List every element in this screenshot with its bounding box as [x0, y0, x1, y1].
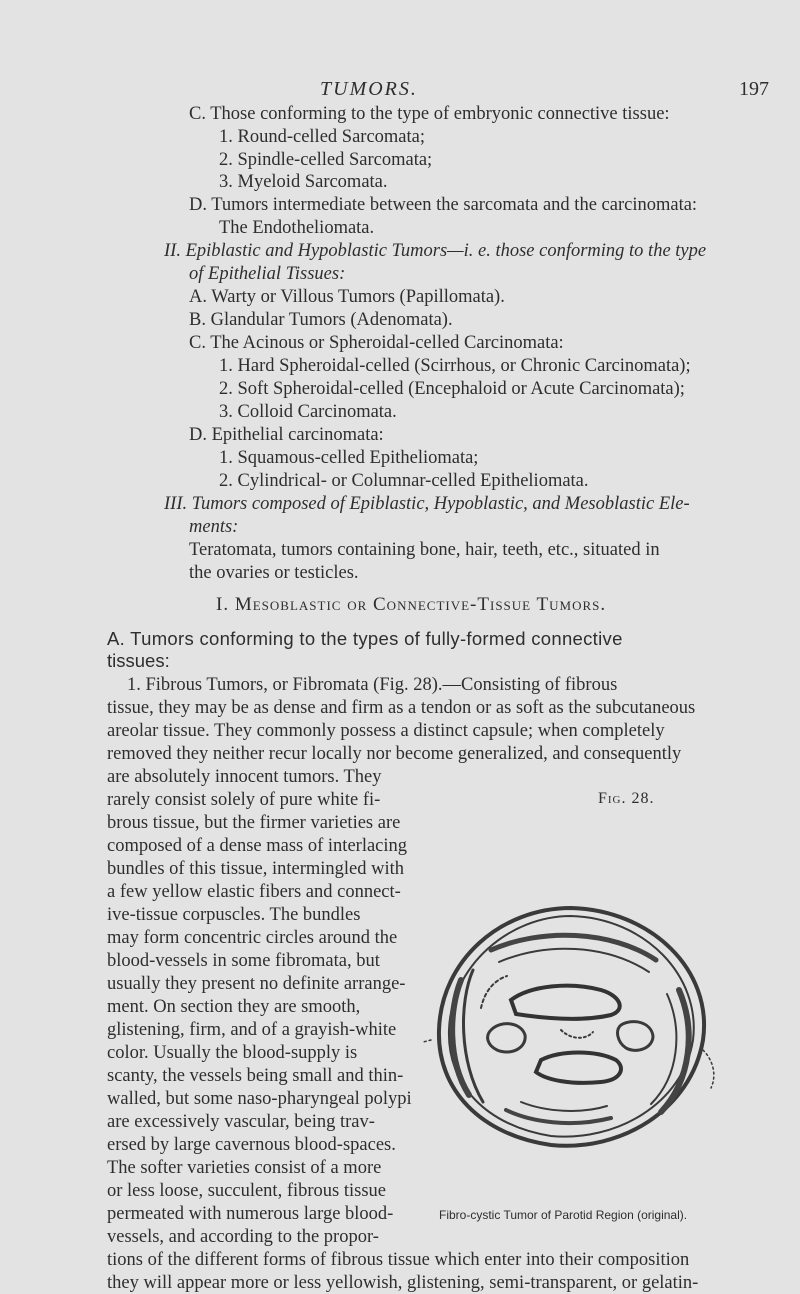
- figure-label: Fig. 28.: [598, 790, 655, 807]
- paragraph-line: usually they present no definite arrange-: [107, 974, 406, 994]
- outline-line: 1. Squamous-celled Epitheliomata;: [219, 448, 479, 468]
- paragraph-line: composed of a dense mass of interlacing: [107, 836, 408, 856]
- outline-heading: III. Tumors composed of Epiblastic, Hypoblastic, and Mesoblastic Ele-: [164, 494, 690, 514]
- outline-line: The Endotheliomata.: [219, 218, 375, 238]
- outline-line: A. Warty or Villous Tumors (Papillomata).: [189, 287, 505, 307]
- outline-line: 2. Cylindrical- or Columnar-celled Epitheliomata.: [219, 471, 589, 491]
- outline-heading: ments:: [189, 517, 239, 537]
- paragraph-line: tions of the different forms of fibrous tissue which enter into their composition: [107, 1250, 690, 1270]
- outline-line: 2. Spindle-celled Sarcomata;: [219, 150, 433, 170]
- paragraph-line: ive-tissue corpuscles. The bundles: [107, 905, 361, 925]
- outline-line: 3. Colloid Carcinomata.: [219, 402, 397, 422]
- outline-line: the ovaries or testicles.: [189, 563, 359, 583]
- paragraph-line: areolar tissue. They commonly possess a distinct capsule; when completely: [107, 721, 665, 741]
- outline-line: B. Glandular Tumors (Adenomata).: [189, 310, 453, 330]
- paragraph-line: brous tissue, but the firmer varieties are: [107, 813, 401, 833]
- page-number: 197: [739, 78, 769, 100]
- paragraph-line: walled, but some naso-pharyngeal polypi: [107, 1089, 412, 1109]
- running-head: TUMORS.: [320, 78, 418, 100]
- tumor-illustration: [421, 890, 721, 1158]
- outline-line: D. Epithelial carcinomata:: [189, 425, 384, 445]
- outline-line: 1. Round-celled Sarcomata;: [219, 127, 426, 147]
- paragraph-line: ment. On section they are smooth,: [107, 997, 361, 1017]
- subheading: A. Tumors conforming to the types of fully-formed connective: [107, 628, 623, 649]
- paragraph-line: blood-vessels in some fibromata, but: [107, 951, 380, 971]
- outline-line: 3. Myeloid Sarcomata.: [219, 172, 388, 192]
- outline-line: Teratomata, tumors containing bone, hair, teeth, etc., situated in: [189, 540, 660, 560]
- outline-line: D. Tumors intermediate between the sarcomata and the carcinomata:: [189, 195, 698, 215]
- outline-line: C. Those conforming to the type of embryonic connective tissue:: [189, 104, 670, 124]
- outline-heading: II. Epiblastic and Hypoblastic Tumors—i. e. those conforming to the type: [164, 241, 707, 261]
- paragraph-line: ersed by large cavernous blood-spaces.: [107, 1135, 396, 1155]
- paragraph-line: scanty, the vessels being small and thin-: [107, 1066, 404, 1086]
- paragraph-line: they will appear more or less yellowish, glistening, semi-transparent, or gelatin-: [107, 1273, 699, 1293]
- outline-heading: of Epithelial Tissues:: [189, 264, 346, 284]
- paragraph-line: 1. Fibrous Tumors, or Fibromata (Fig. 28).—Consisting of fibrous: [127, 675, 618, 695]
- paragraph-line: bundles of this tissue, intermingled with: [107, 859, 405, 879]
- paragraph-line: are excessively vascular, being trav-: [107, 1112, 375, 1132]
- figure-caption: Fibro-cystic Tumor of Parotid Region (original).: [439, 1208, 688, 1222]
- paragraph-line: removed they neither recur locally nor become generalized, and consequently: [107, 744, 682, 764]
- paragraph-line: are absolutely innocent tumors. They: [107, 767, 382, 787]
- paragraph-line: color. Usually the blood-supply is: [107, 1043, 358, 1063]
- outline-line: C. The Acinous or Spheroidal-celled Carcinomata:: [189, 333, 564, 353]
- paragraph-line: may form concentric circles around the: [107, 928, 398, 948]
- outline-line: 1. Hard Spheroidal-celled (Scirrhous, or Chronic Carcinomata);: [219, 356, 691, 376]
- paragraph-line: permeated with numerous large blood-: [107, 1204, 394, 1224]
- paragraph-line: vessels, and according to the propor-: [107, 1227, 379, 1247]
- paragraph-line: or less loose, succulent, fibrous tissue: [107, 1181, 386, 1201]
- section-heading: I. Mesoblastic or Connective-Tissue Tumors.: [216, 594, 607, 615]
- paragraph-line: tissue, they may be as dense and firm as a tendon or as soft as the subcutaneous: [107, 698, 696, 718]
- paragraph-line: a few yellow elastic fibers and connect-: [107, 882, 401, 902]
- paragraph-line: rarely consist solely of pure white fi-: [107, 790, 381, 810]
- paragraph-line: glistening, firm, and of a grayish-white: [107, 1020, 397, 1040]
- outline-line: 2. Soft Spheroidal-celled (Encephaloid or Acute Carcinomata);: [219, 379, 685, 399]
- paragraph-line: The softer varieties consist of a more: [107, 1158, 382, 1178]
- subheading: tissues:: [107, 650, 170, 671]
